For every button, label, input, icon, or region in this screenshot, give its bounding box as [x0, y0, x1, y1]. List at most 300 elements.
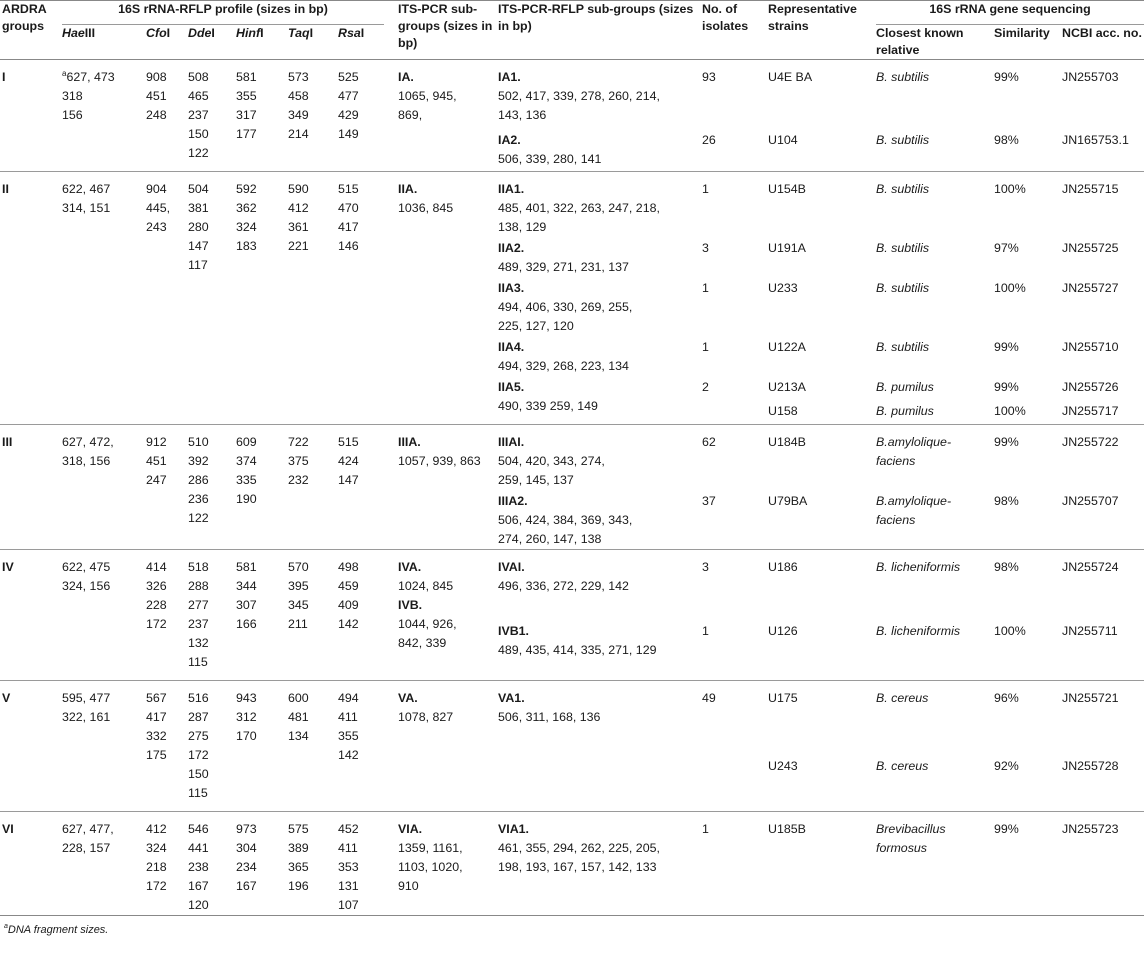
fragment-size: 481 — [288, 710, 309, 724]
fragment-size: 146 — [338, 239, 359, 253]
fragment-size: 177 — [236, 127, 257, 141]
its-rflp-subgroup-label: VIA1. — [498, 822, 530, 836]
representative-strain: U186 — [768, 560, 798, 574]
its-size: 1359, 1161, — [398, 841, 463, 855]
closest-relative — [876, 237, 994, 277]
relative-name: B.amylolique- — [876, 435, 952, 449]
fragment-size: 622, 467 — [62, 182, 111, 196]
fragment-size: 590 — [288, 182, 309, 196]
its-pcr-cell — [394, 681, 496, 812]
group-v — [0, 681, 1144, 812]
isolate-count: 1 — [702, 822, 709, 836]
its-rflp-cell — [496, 237, 702, 277]
its-size: 1078, 827 — [398, 710, 454, 724]
fragment-size: 277 — [188, 598, 209, 612]
ncbi-accession: JN255707 — [1062, 494, 1119, 508]
closest-relative — [876, 376, 994, 401]
ncbi-accession: JN255724 — [1062, 560, 1119, 574]
relative-name: B. subtilis — [876, 132, 930, 147]
closest-relative — [876, 550, 994, 620]
fragment-size: 172 — [146, 879, 167, 893]
rflp-cfo-cell — [146, 681, 188, 812]
fragment-size: 581 — [236, 560, 257, 574]
its-size: 1057, 939, 863 — [398, 454, 481, 468]
its-rflp-size: 506, 311, 168, 136 — [498, 710, 601, 724]
fragment-size: 175 — [146, 748, 167, 762]
closest-relative — [876, 756, 994, 812]
fragment-size: 573 — [288, 70, 309, 84]
isolate-count — [702, 756, 768, 812]
ardra-group-id: VI — [2, 822, 14, 836]
closest-relative — [876, 277, 994, 336]
fragment-size: 122 — [188, 511, 209, 525]
table-row — [0, 425, 1144, 491]
enzyme-hae: HaeIII — [62, 26, 96, 40]
fragment-size: 117 — [188, 258, 208, 272]
similarity-value: 99% — [994, 435, 1019, 449]
isolate-count: 49 — [702, 691, 716, 705]
fragment-size: 172 — [188, 748, 209, 762]
fragment-size: 167 — [236, 879, 257, 893]
fragment-size: 280 — [188, 220, 209, 234]
rflp-dde-cell — [188, 812, 236, 916]
relative-name: faciens — [876, 513, 916, 527]
header-strains: Representative strains — [768, 2, 857, 33]
relative-name: B. pumilus — [876, 380, 934, 394]
relative-name: B. cereus — [876, 758, 929, 773]
fragment-size: 183 — [236, 239, 257, 253]
representative-strain: U191A — [768, 241, 806, 255]
closest-relative — [876, 60, 994, 129]
its-rflp-size: 485, 401, 322, 263, 247, 218, — [498, 201, 660, 215]
fragment-size: 504 — [188, 182, 209, 196]
fragment-size: 458 — [288, 89, 309, 103]
fragment-size: 132 — [188, 636, 209, 650]
relative-name: B. cereus — [876, 691, 929, 705]
fragment-size: 237 — [188, 617, 209, 631]
fragment-size: 317 — [236, 108, 257, 122]
fragment-size: 349 — [288, 108, 309, 122]
its-rflp-size: 494, 329, 268, 223, 134 — [498, 359, 629, 373]
ardra-group-id: V — [2, 691, 11, 705]
fragment-size: 375 — [288, 454, 309, 468]
its-rflp-subgroup-label: VA1. — [498, 691, 525, 705]
fragment-size: 465 — [188, 89, 209, 103]
fragment-size: 304 — [236, 841, 257, 855]
rflp-rsa-cell — [338, 172, 394, 425]
its-subgroup-label: IA. — [398, 70, 414, 84]
its-subgroup-label: VA. — [398, 691, 418, 705]
its-rflp-size: 225, 127, 120 — [498, 319, 574, 333]
isolate-count: 1 — [702, 281, 709, 295]
its-pcr-cell — [394, 550, 496, 681]
similarity-value: 99% — [994, 340, 1019, 354]
table-bottom-rule — [0, 915, 1144, 916]
its-rflp-cell — [496, 376, 702, 425]
rflp-cfo-cell — [146, 425, 188, 550]
ncbi-accession: JN255725 — [1062, 241, 1119, 255]
isolate-count: 37 — [702, 494, 716, 508]
its-subgroup-label: IIA. — [398, 182, 418, 196]
fragment-size: 248 — [146, 108, 167, 122]
ncbi-accession: JN255710 — [1062, 340, 1119, 354]
fragment-size: 592 — [236, 182, 257, 196]
fragment-size: 324 — [146, 841, 167, 855]
fragment-size: 221 — [288, 239, 309, 253]
representative-strain: U104 — [768, 132, 798, 147]
ardra-group-id: IV — [2, 560, 14, 574]
its-rflp-size: 502, 417, 339, 278, 260, 214, — [498, 89, 660, 103]
table-row — [0, 550, 1144, 620]
fragment-size: 275 — [188, 729, 209, 743]
rflp-hae-cell — [62, 681, 146, 812]
representative-strain: U4E BA — [768, 70, 813, 84]
isolate-count: 3 — [702, 241, 709, 255]
its-rflp-size: 461, 355, 294, 262, 225, 205, — [498, 841, 660, 855]
representative-strain: U185B — [768, 822, 806, 836]
fragment-size: 167 — [188, 879, 209, 893]
ardra-group-id: III — [2, 435, 13, 449]
enzyme-cfo: CfoI — [146, 26, 171, 40]
fragment-size: 452 — [338, 822, 359, 836]
table-row — [0, 172, 1144, 238]
enzyme-taq: TaqI — [288, 26, 314, 40]
its-rflp-cell — [496, 277, 702, 336]
fragment-size: 288 — [188, 579, 209, 593]
header-similarity: Similarity — [994, 26, 1050, 40]
representative-strain: U213A — [768, 380, 806, 394]
its-subgroup-label: IVB. — [398, 598, 423, 612]
rflp-rsa-cell — [338, 812, 394, 916]
its-rflp-size: 489, 329, 271, 231, 137 — [498, 260, 629, 274]
its-rflp-subgroup-label: IIA3. — [498, 281, 525, 295]
similarity-value: 98% — [994, 560, 1019, 574]
representative-strain: U154B — [768, 182, 806, 196]
similarity-value: 100% — [994, 623, 1026, 638]
fragment-size: 365 — [288, 860, 309, 874]
fragment-size: 498 — [338, 560, 359, 574]
rflp-rsa-cell — [338, 681, 394, 812]
fragment-size: 211 — [288, 617, 308, 631]
isolate-count: 26 — [702, 132, 716, 147]
similarity-value: 92% — [994, 758, 1019, 773]
similarity-value: 100% — [994, 281, 1026, 295]
its-rflp-size: 489, 435, 414, 335, 271, 129 — [498, 642, 657, 657]
representative-strain: U184B — [768, 435, 806, 449]
fragment-size: 943 — [236, 691, 257, 705]
fragment-size: 609 — [236, 435, 257, 449]
fragment-size: 477 — [338, 89, 359, 103]
its-rflp-size: 198, 193, 167, 157, 142, 133 — [498, 860, 657, 874]
its-rflp-cell — [496, 620, 702, 681]
its-rflp-size: 496, 336, 272, 229, 142 — [498, 579, 629, 593]
ncbi-accession: JN255703 — [1062, 70, 1119, 84]
isolate-count — [702, 401, 768, 425]
fragment-size: 345 — [288, 598, 309, 612]
isolate-count: 1 — [702, 182, 709, 196]
fragment-size: 142 — [338, 617, 359, 631]
similarity-value: 98% — [994, 132, 1019, 147]
representative-strain: U122A — [768, 340, 806, 354]
fragment-size: 147 — [338, 473, 359, 487]
closest-relative — [876, 336, 994, 376]
group-ii — [0, 172, 1144, 425]
relative-name: B.amylolique- — [876, 494, 952, 508]
fragment-size: 516 — [188, 691, 209, 705]
table-header — [0, 1, 1144, 60]
fragment-size: 218 — [146, 860, 167, 874]
its-subgroup-label: IIIA. — [398, 435, 421, 449]
fragment-size: 326 — [146, 579, 167, 593]
fragment-size: 412 — [146, 822, 167, 836]
rflp-cfo-cell — [146, 812, 188, 916]
ncbi-accession: JN255721 — [1062, 691, 1119, 705]
fragment-size: 355 — [236, 89, 257, 103]
relative-name: B. subtilis — [876, 340, 930, 354]
ncbi-accession: JN255723 — [1062, 822, 1119, 836]
fragment-size — [62, 68, 146, 87]
rflp-hinf-cell — [236, 60, 288, 172]
its-rflp-cell — [496, 550, 702, 620]
its-rflp-subgroup-label: IVB1. — [498, 623, 530, 638]
header-its-pcr: ITS-PCR sub-groups (sizes in bp) — [398, 2, 493, 50]
its-size: 869, — [398, 108, 423, 122]
representative-strain: U243 — [768, 758, 798, 773]
its-rflp-subgroup-label: IIA1. — [498, 182, 525, 196]
isolate-count: 3 — [702, 560, 709, 574]
fragment-size: 441 — [188, 841, 209, 855]
its-pcr-cell — [394, 172, 496, 425]
rflp-hae-cell — [62, 60, 146, 172]
closest-relative — [876, 172, 994, 238]
rflp-cfo-cell — [146, 60, 188, 172]
relative-name: Brevibacillus — [876, 822, 946, 836]
rflp-taq-cell — [288, 550, 338, 681]
its-size: 910 — [398, 879, 419, 893]
fragment-size: 525 — [338, 70, 359, 84]
closest-relative — [876, 681, 994, 756]
fragment-size: 107 — [338, 898, 359, 912]
fragment-size: 170 — [236, 729, 257, 743]
rflp-dde-cell — [188, 425, 236, 550]
enzyme-dde: DdeI — [188, 26, 215, 40]
fragment-size: 627, 472, — [62, 435, 114, 449]
its-size: 1024, 845 — [398, 579, 454, 593]
relative-name: B. subtilis — [876, 241, 930, 255]
table-row — [0, 681, 1144, 756]
fragment-size: 546 — [188, 822, 209, 836]
group-vi — [0, 812, 1144, 916]
fragment-size: 322, 161 — [62, 710, 111, 724]
fragment-size: 622, 475 — [62, 560, 111, 574]
fragment-size: 232 — [288, 473, 309, 487]
fragment-size: 243 — [146, 220, 167, 234]
fragment-size: 234 — [236, 860, 257, 874]
its-rflp-subgroup-label: IIA5. — [498, 380, 525, 394]
table-row — [0, 812, 1144, 916]
fragment-size: 355 — [338, 729, 359, 743]
table-row — [0, 60, 1144, 129]
fragment-size: 595, 477 — [62, 691, 111, 705]
its-rflp-cell — [496, 812, 702, 916]
fragment-size: 332 — [146, 729, 167, 743]
fragment-size: 335 — [236, 473, 257, 487]
fragment-size: 166 — [236, 617, 257, 631]
fragment-size: 904 — [146, 182, 167, 196]
fragment-size: 353 — [338, 860, 359, 874]
fragment-size: 361 — [288, 220, 309, 234]
rflp-rsa-cell — [338, 60, 394, 172]
fragment-size: 172 — [146, 617, 167, 631]
its-rflp-size: 504, 420, 343, 274, — [498, 454, 605, 468]
rflp-taq-cell — [288, 681, 338, 812]
its-pcr-cell — [394, 812, 496, 916]
rflp-taq-cell — [288, 812, 338, 916]
fragment-size: 445, — [146, 201, 171, 215]
its-rflp-subgroup-label: IVAI. — [498, 560, 525, 574]
fragment-size: 247 — [146, 473, 167, 487]
representative-strain: U158 — [768, 403, 798, 418]
its-rflp-cell — [496, 336, 702, 376]
closest-relative — [876, 490, 994, 550]
fragment-size: 362 — [236, 201, 257, 215]
fragment-size: 627, 477, — [62, 822, 114, 836]
similarity-value: 99% — [994, 380, 1019, 394]
its-rflp-cell — [496, 681, 702, 812]
its-rflp-size: 490, 339 259, 149 — [498, 399, 598, 413]
its-rflp-cell — [496, 425, 702, 491]
fragment-size: 374 — [236, 454, 257, 468]
ncbi-accession: JN255728 — [1062, 758, 1119, 773]
closest-relative — [876, 129, 994, 172]
relative-name: B. subtilis — [876, 281, 930, 295]
its-rflp-subgroup-label: IIA2. — [498, 241, 525, 255]
similarity-value: 99% — [994, 822, 1019, 836]
fragment-size: 287 — [188, 710, 209, 724]
rflp-hae-cell — [62, 550, 146, 681]
fragment-size: 409 — [338, 598, 359, 612]
header-sequencing: 16S rRNA gene sequencing — [876, 1, 1144, 26]
its-rflp-size: 143, 136 — [498, 108, 547, 122]
its-rflp-size: 506, 424, 384, 369, 343, — [498, 513, 633, 527]
header-ncbi: NCBI acc. no. — [1062, 26, 1142, 40]
isolate-count: 2 — [702, 380, 709, 394]
fragment-size: 134 — [288, 729, 309, 743]
rflp-cfo-cell — [146, 550, 188, 681]
fragment-size: 150 — [188, 767, 209, 781]
its-size: 842, 339 — [398, 636, 447, 650]
fragment-size: 722 — [288, 435, 309, 449]
group-iv — [0, 550, 1144, 681]
rflp-dde-cell — [188, 60, 236, 172]
ncbi-accession: JN255717 — [1062, 403, 1119, 418]
fragment-size: 190 — [236, 492, 257, 506]
rflp-hinf-cell — [236, 550, 288, 681]
fragment-size: 318 — [62, 89, 83, 103]
header-ardra: ARDRA groups — [2, 2, 47, 33]
its-rflp-subgroup-label: IA1. — [498, 70, 521, 84]
isolate-count: 1 — [702, 623, 709, 638]
rflp-rsa-cell — [338, 425, 394, 550]
rflp-taq-cell — [288, 172, 338, 425]
fragment-size: 412 — [288, 201, 309, 215]
relative-name: B. subtilis — [876, 182, 930, 196]
fragment-size: 912 — [146, 435, 167, 449]
fragment-size: 344 — [236, 579, 257, 593]
fragment-size: 451 — [146, 454, 167, 468]
rflp-hinf-cell — [236, 812, 288, 916]
fragment-size: 581 — [236, 70, 257, 84]
relative-name: formosus — [876, 841, 927, 855]
its-rflp-cell — [496, 172, 702, 238]
closest-relative — [876, 401, 994, 425]
its-rflp-subgroup-label: IIIA2. — [498, 494, 528, 508]
its-rflp-cell — [496, 129, 702, 172]
representative-strain: U175 — [768, 691, 798, 705]
its-rflp-size: 506, 339, 280, 141 — [498, 151, 602, 166]
fragment-size: 381 — [188, 201, 209, 215]
fragment-size: 149 — [338, 127, 359, 141]
isolate-count: 62 — [702, 435, 716, 449]
fragment-size: 515 — [338, 435, 359, 449]
isolate-count: 93 — [702, 70, 716, 84]
its-rflp-size: 494, 406, 330, 269, 255, — [498, 300, 633, 314]
rflp-dde-cell — [188, 172, 236, 425]
rflp-hae-cell — [62, 172, 146, 425]
rflp-dde-cell — [188, 681, 236, 812]
fragment-size: 115 — [188, 655, 208, 669]
header-rflp: 16S rRNA-RFLP profile (sizes in bp) — [62, 1, 394, 26]
representative-strain: U126 — [768, 623, 798, 638]
fragment-size: 150 — [188, 127, 209, 141]
isolate-count: 1 — [702, 340, 709, 354]
its-size: 1103, 1020, — [398, 860, 463, 874]
fragment-size: 908 — [146, 70, 167, 84]
fragment-size: 314, 151 — [62, 201, 111, 215]
fragment-size: 417 — [146, 710, 167, 724]
group-i — [0, 60, 1144, 172]
footnote-mark: a — [62, 69, 67, 78]
rflp-cfo-cell — [146, 172, 188, 425]
fragment-size: 312 — [236, 710, 257, 724]
representative-strain: U233 — [768, 281, 798, 295]
fragment-size: 424 — [338, 454, 359, 468]
its-size: 1036, 845 — [398, 201, 454, 215]
fragment-size: 451 — [146, 89, 167, 103]
fragment-size: 147 — [188, 239, 209, 253]
ncbi-accession: JN255722 — [1062, 435, 1119, 449]
fragment-size: 324, 156 — [62, 579, 111, 593]
fragment-size: 131 — [338, 879, 359, 893]
fragment-size: 318, 156 — [62, 454, 111, 468]
fragment-size: 518 — [188, 560, 209, 574]
fragment-size: 237 — [188, 108, 209, 122]
its-rflp-size: 274, 260, 147, 138 — [498, 532, 602, 546]
fragment-size: 494 — [338, 691, 359, 705]
its-subgroup-label: IVA. — [398, 560, 422, 574]
fragment-size: 286 — [188, 473, 209, 487]
fragment-size: 575 — [288, 822, 309, 836]
fragment-size: 142 — [338, 748, 359, 762]
relative-name: B. licheniformis — [876, 623, 961, 638]
similarity-value: 98% — [994, 494, 1019, 508]
ardra-group-id: II — [2, 182, 9, 196]
fragment-size: 196 — [288, 879, 309, 893]
similarity-value: 100% — [994, 403, 1026, 418]
fragment-size: 324 — [236, 220, 257, 234]
closest-relative — [876, 425, 994, 491]
ardra-group-id: I — [2, 70, 6, 84]
